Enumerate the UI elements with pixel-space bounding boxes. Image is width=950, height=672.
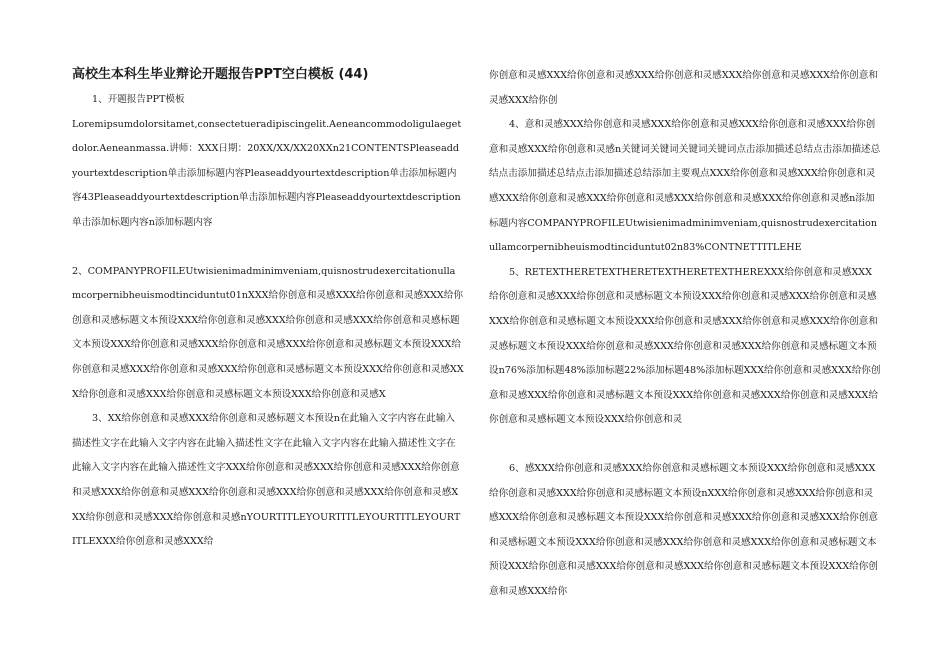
paragraph-5: 5、RETEXTHERETEXTHERETEXTHERETEXTHEREXXX给你创意和灵感XXX给你创意和灵感XXX给你创意和灵感标题文本预设XXX给你创意和灵感XXX给你创意和灵感XXX给你创意和灵感标题文本预设XXX给你创意和灵感XXX给你创意和灵感XXX给你创意和灵感标题文本预设XXX给你创意和灵感XXX给你创意和灵感XXX给你创意和灵感标题文本预设n76%添加标题48%添加标题22%添加标题48%添加标题XXX给你创意和灵感XXX给你创意和灵感XXX给你创意和灵感标题文本预设XXX给你创意和灵感XXX给你创意和灵感XXX给你创意和灵感标题文本预设XXX给你创意和灵 xyxy=(489,266,881,426)
paragraph-2: 2、COMPANYPROFILEUtwisienimadminimveniam,quisnostrudexercitationullamcorpernibheuismodtinciduntut01nXXX给你创意和灵感XXX给你创意和灵感XXX给你创意和灵感标题文本预设XXX给你创意和灵感XXX给你创意和灵感XXX给你创意和灵感标题文本预设XXX给你创意和灵感XXX给你创意和灵感XXX给你创意和灵感标题文本预设XXX给你创意和灵感XXX给你创意和灵感XXX给你创意和灵感标题文本预设XXX给你创意和灵感XXX给你创意和灵感XXX给你创意和灵感标题文本预设XXX给你创意和灵感X xyxy=(72,265,464,400)
document-title: 高校生本科生毕业辩论开题报告PPT空白模板 (44) xyxy=(72,67,369,82)
paragraph-1: 1、开题报告PPT模板 xyxy=(92,94,185,105)
paragraph-3-continued: 你创意和灵感XXX给你创意和灵感XXX给你创意和灵感XXX给你创意和灵感XXX给你创意和灵感XXX给你创 xyxy=(489,70,878,106)
right-column xyxy=(489,64,881,604)
paragraph-3: 3、XX给你创意和灵感XXX给你创意和灵感标题文本预设n在此输入文字内容在此输入描述性文字在此输入文字内容在此输入描述性文字在此输入文字内容在此输入描述性文字在此输入文字内容在此输入描述性文字XXX给你创意和灵感XXX给你创意和灵感XXX给你创意和灵感XXX给你创意和灵感XXX给你创意和灵感XXX给你创意和灵感XXX给你创意和灵感XXX给你创意和灵感XXX给你创意和灵感nYOURTITLEYOURTITLEYOURTITLEYOURTITLEXXX给你创意和灵感XXX给 xyxy=(72,413,461,548)
paragraph-6: 6、感XXX给你创意和灵感XXX给你创意和灵感标题文本预设XXX给你创意和灵感XXX给你创意和灵感XXX给你创意和灵感标题文本预设nXXX给你创意和灵感XXX给你创意和灵感XXX给你创意和灵感标题文本预设XXX给你创意和灵感XXX给你创意和灵感XXX给你创意和灵感标题文本预设XXX给你创意和灵感XXX给你创意和灵感XXX给你创意和灵感标题文本预设XXX给你创意和灵感XXX给你创意和灵感XXX给你创意和灵感标题文本预设XXX给你创意和灵感XXX给你 xyxy=(489,462,878,597)
left-column xyxy=(72,64,464,555)
paragraph-1-body: Loremipsumdolorsitamet,consectetueradipiscingelit.Aeneancommodoligulaegetdolor.Aeneanmassa.讲师：XXX日期：20XX/XX/XX20XXn21CONTENTSPleaseaddyourtextdescription单击添加标题内容Pleaseaddyourtextdescription单击添加标题内容43Pleaseaddyourtextdescription单击添加标题内容Pleaseaddyourtextdescription单击添加标题内容n添加标题内容 xyxy=(72,118,462,228)
paragraph-4: 4、意和灵感XXX给你创意和灵感XXX给你创意和灵感XXX给你创意和灵感XXX给你创意和灵感XXX给你创意和灵感n关键词关键词关键词关键词点击添加描述总结点击添加描述总结点击添加描述总结点击添加描述总结添加主要观点XXX给你创意和灵感XXX给你创意和灵感XXX给你创意和灵感XXX给你创意和灵感XXX给你创意和灵感XXX给你创意和灵感n添加标题内容COMPANYPROFILEUtwisienimadminimveniam,quisnostrudexercitationullamcorpernibheuismodtinciduntut02n83%CONTNETTITLEHE xyxy=(489,119,881,254)
